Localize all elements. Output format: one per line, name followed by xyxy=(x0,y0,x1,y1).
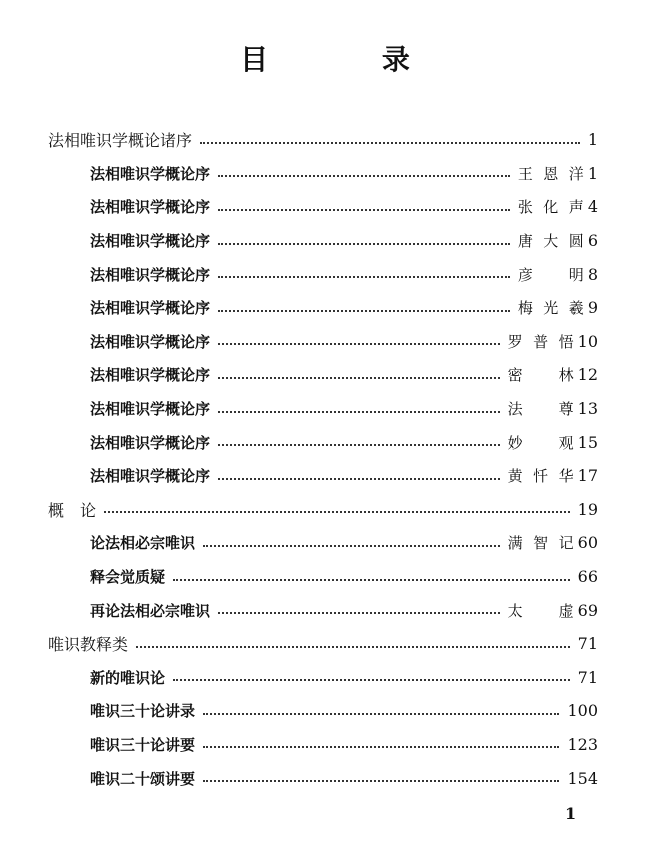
entry-page: 60 xyxy=(577,533,598,553)
toc-entry[interactable] xyxy=(48,761,598,795)
dot-leader xyxy=(104,511,570,513)
entry-title: 法相唯识学概论序 xyxy=(90,164,211,183)
dot-leader xyxy=(218,343,500,345)
toc-entry[interactable] xyxy=(48,560,598,594)
dot-leader xyxy=(200,142,580,144)
entry-author: 梅光羲 xyxy=(517,299,584,318)
entry-author: 彦 明 xyxy=(517,265,584,284)
dot-leader xyxy=(218,243,510,245)
entry-title: 法相唯识学概论序 xyxy=(90,366,211,385)
entry-page: 17 xyxy=(577,466,598,486)
entry-title: 释会觉质疑 xyxy=(90,568,166,587)
entry-title: 新的唯识论 xyxy=(90,668,166,687)
table-of-contents xyxy=(48,123,598,795)
dot-leader xyxy=(203,746,559,748)
entry-page: 9 xyxy=(587,298,598,318)
entry-page: 13 xyxy=(577,399,598,419)
toc-entry[interactable] xyxy=(48,257,598,291)
dot-leader xyxy=(218,411,500,413)
entry-author: 王恩洋 xyxy=(517,164,584,183)
entry-author: 满智记 xyxy=(507,534,574,553)
toc-entry[interactable] xyxy=(48,190,598,224)
entry-title: 法相唯识学概论序 xyxy=(90,265,211,284)
entry-author: 唐大圆 xyxy=(517,232,584,251)
entry-author: 黄忏华 xyxy=(507,467,574,486)
toc-entry[interactable] xyxy=(48,526,598,560)
toc-section[interactable] xyxy=(48,493,598,527)
dot-leader xyxy=(136,646,570,648)
entry-page: 69 xyxy=(577,600,598,620)
toc-entry[interactable] xyxy=(48,358,598,392)
toc-entry[interactable] xyxy=(48,325,598,359)
entry-title: 再论法相必宗唯识 xyxy=(90,601,211,620)
dot-leader xyxy=(173,679,570,681)
dot-leader xyxy=(218,175,510,177)
entry-title: 法相唯识学概论序 xyxy=(90,332,211,351)
toc-entry[interactable] xyxy=(48,291,598,325)
entry-title: 法相唯识学概论序 xyxy=(90,198,211,217)
entry-page: 71 xyxy=(577,667,598,687)
dot-leader xyxy=(203,780,559,782)
toc-entry[interactable] xyxy=(48,459,598,493)
entry-title: 法相唯识学概论序 xyxy=(90,433,211,452)
page-number: 1 xyxy=(565,804,577,823)
entry-author: 法 尊 xyxy=(507,400,574,419)
entry-author: 太 虚 xyxy=(507,601,574,620)
entry-title: 法相唯识学概论序 xyxy=(90,400,211,419)
toc-entry[interactable] xyxy=(48,694,598,728)
toc-section[interactable] xyxy=(48,627,598,661)
toc-entry[interactable] xyxy=(48,593,598,627)
entry-page: 71 xyxy=(577,634,598,654)
entry-title: 论法相必宗唯识 xyxy=(90,534,196,553)
entry-page: 100 xyxy=(567,701,598,721)
toc-entry[interactable] xyxy=(48,661,598,695)
entry-page: 6 xyxy=(587,231,598,251)
entry-page: 4 xyxy=(587,197,598,217)
entry-title: 法相唯识学概论诸序 xyxy=(48,131,193,151)
dot-leader xyxy=(218,612,500,614)
entry-author: 罗普悟 xyxy=(507,332,574,351)
dot-leader xyxy=(218,478,500,480)
toc-entry[interactable] xyxy=(48,157,598,191)
toc-entry[interactable] xyxy=(48,728,598,762)
entry-page: 10 xyxy=(577,331,598,351)
entry-title: 唯识三十论讲录 xyxy=(90,702,196,721)
toc-entry[interactable] xyxy=(48,224,598,258)
dot-leader xyxy=(218,276,510,278)
dot-leader xyxy=(218,310,510,312)
entry-title: 唯识三十论讲要 xyxy=(90,735,196,754)
dot-leader xyxy=(203,545,500,547)
entry-author: 张化声 xyxy=(517,198,584,217)
page-title: 目 录 xyxy=(240,43,462,76)
dot-leader xyxy=(173,579,570,581)
dot-leader xyxy=(218,377,500,379)
entry-page: 1 xyxy=(587,163,598,183)
entry-page: 8 xyxy=(587,264,598,284)
toc-entry[interactable] xyxy=(48,425,598,459)
entry-page: 123 xyxy=(567,734,598,754)
entry-page: 66 xyxy=(577,567,598,587)
entry-title: 概 论 xyxy=(48,500,97,520)
toc-entry[interactable] xyxy=(48,392,598,426)
entry-page: 1 xyxy=(587,130,598,150)
entry-page: 12 xyxy=(577,365,598,385)
entry-author: 妙 观 xyxy=(507,433,574,452)
entry-title: 唯识教释类 xyxy=(48,635,129,655)
entry-title: 法相唯识学概论序 xyxy=(90,299,211,318)
dot-leader xyxy=(218,209,510,211)
entry-page: 19 xyxy=(577,499,598,519)
dot-leader xyxy=(203,713,559,715)
entry-page: 15 xyxy=(577,432,598,452)
entry-title: 法相唯识学概论序 xyxy=(90,232,211,251)
entry-page: 154 xyxy=(567,768,598,788)
entry-title: 唯识二十颂讲要 xyxy=(90,769,196,788)
entry-author: 密 林 xyxy=(507,366,574,385)
dot-leader xyxy=(218,444,500,446)
entry-title: 法相唯识学概论序 xyxy=(90,467,211,486)
toc-section[interactable] xyxy=(48,123,598,157)
